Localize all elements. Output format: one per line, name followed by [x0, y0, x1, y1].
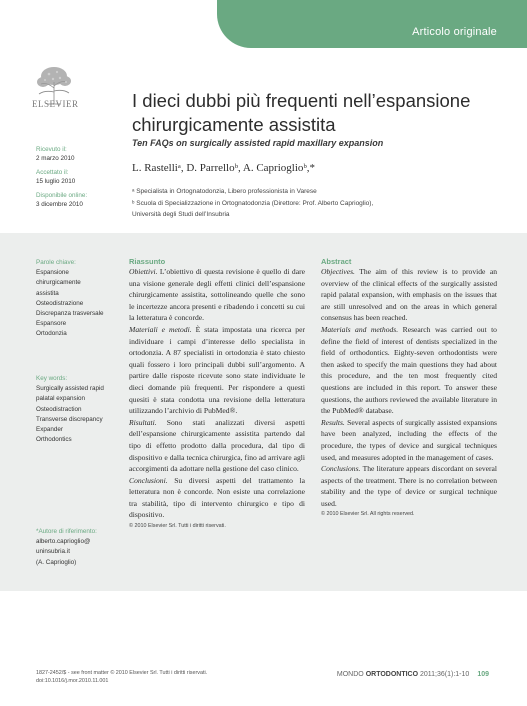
- correspondence-email-cont[interactable]: uninsubria.it: [36, 548, 70, 556]
- keywords-english: [36, 374, 104, 445]
- history-online: [36, 191, 87, 209]
- footer-citation: [337, 671, 489, 678]
- abstract-paragraph: [321, 417, 497, 463]
- keyword-item: Expander: [36, 426, 63, 434]
- article-authors: L. Rastelliᵃ, D. Parrelloᵇ, A. Caprioglioᵇ,*: [132, 162, 316, 174]
- accepted-date: 15 luglio 2010: [36, 178, 76, 185]
- riassunto-paragraph: [129, 475, 305, 521]
- page-number: 109: [477, 671, 489, 678]
- riassunto-text: Sono stati analizzati diversi aspetti dell’espansione chirurgicamente assistita partendo dal tipo di effetto prodotto dalla procedura, dal tipo di dispositivo e dalla tecnica chirurgica, fino ad arrivare agli accorgimenti da adottare nella gestione del caso clinico.: [129, 417, 305, 474]
- keyword-item: Discrepanza trasversale: [36, 310, 104, 318]
- keyword-item: assistita: [36, 289, 59, 297]
- riassunto-text: L’obiettivo di questa revisione è quello di dare una visione generale degli effetti clinici dell’espansione chirurgicamente assistita, sottolineando quelle che sono le incertezze ancora presenti e ribadendo i concetti su cui la letteratura è concorde.: [129, 267, 305, 323]
- keyword-item: Transverse discrepancy: [36, 415, 103, 423]
- footer-issn: [36, 669, 207, 686]
- online-date: 3 dicembre 2010: [36, 201, 83, 208]
- correspondence-name: (A. Caprioglio): [36, 558, 77, 566]
- article-title: I dieci dubbi più frequenti nell’espansione chirurgicamente assistita: [132, 90, 471, 135]
- riassunto-lead: Conclusioni.: [129, 475, 168, 485]
- elsevier-logo-text: ELSEVIER: [32, 99, 79, 109]
- footer-doi[interactable]: doi:10.1016/j.mor.2010.11.001: [36, 678, 109, 685]
- affiliation-a: ᵃ Specialista in Ortognatodonzia, Libero professionista in Varese: [132, 188, 317, 195]
- abstract-body: [321, 266, 497, 519]
- riassunto-body: [129, 266, 305, 531]
- abstract-heading: Abstract: [321, 257, 352, 266]
- keyword-item: Orthodontics: [36, 436, 72, 444]
- correspondence-email[interactable]: alberto.caprioglio@: [36, 538, 91, 546]
- keyword-item: palatal expansion: [36, 395, 86, 403]
- keyword-item: Espansore: [36, 320, 67, 328]
- abstract-paragraph: [321, 266, 497, 324]
- section-label: Articolo originale: [412, 26, 497, 38]
- riassunto-paragraph: [129, 324, 305, 417]
- keywords-italian-heading: Parole chiave:: [36, 259, 76, 266]
- abstract-text: Several aspects of surgically assisted expansions have been analyzed, including the effects of the procedure, the types of device and surgical techniques used, and measures adopted in the management of cases.: [321, 417, 497, 462]
- abstract-paragraph: [321, 463, 497, 509]
- affiliation-b-cont: Università degli Studi dell’Insubria: [132, 211, 230, 218]
- riassunto-paragraph: [129, 417, 305, 475]
- journal-volume: 2011;36(1):1-10: [418, 671, 470, 678]
- history-accepted: [36, 168, 75, 186]
- riassunto-paragraph: [129, 266, 305, 324]
- keywords-english-heading: Key words:: [36, 375, 68, 382]
- history-received: [36, 145, 75, 163]
- section-tab: [217, 0, 527, 48]
- abstract-lead: Results.: [321, 417, 345, 427]
- affiliation-b: ᵇ Scuola di Specializzazione in Ortognatodonzia (Direttore: Prof. Alberto Caprioglio),: [132, 200, 374, 207]
- journal-name: ORTODONTICO: [365, 671, 419, 678]
- abstract-paragraph: [321, 324, 497, 417]
- keyword-item: Ortodonzia: [36, 330, 67, 338]
- riassunto-heading: Riassunto: [129, 257, 166, 266]
- accepted-label: Accettato il:: [36, 169, 69, 176]
- keywords-italian: [36, 258, 104, 340]
- keyword-item: Osteodistrazione: [36, 299, 84, 307]
- journal-name-prefix: MONDO: [336, 671, 366, 678]
- riassunto-lead: Risultati.: [129, 417, 157, 427]
- received-date: 2 marzo 2010: [36, 155, 75, 162]
- correspondence-heading: *Autore di riferimento:: [36, 528, 97, 535]
- abstract-text: The aim of this review is to provide an overview of the clinical effects of the surgically assisted rapid palatal expansion, with emphasis on the issues that are still unresolved and on the areas in which general consensus has been reached.: [321, 267, 497, 323]
- abstract-lead: Conclusions.: [321, 464, 361, 474]
- online-label: Disponibile online:: [36, 192, 88, 199]
- keyword-item: chirurgicamente: [36, 279, 81, 287]
- abstract-lead: Objectives.: [321, 267, 355, 276]
- riassunto-lead: Materiali e metodi.: [129, 324, 192, 334]
- keyword-item: Espansione: [36, 269, 69, 277]
- received-label: Ricevuto il:: [36, 146, 67, 153]
- riassunto-text: Su diversi aspetti del trattamento la letteratura non è concorde. Non esiste una correlazione tra stabilità, tipo di intervento chirurgico e tipo di dispositivo.: [129, 475, 305, 520]
- keyword-item: Osteodistraction: [36, 405, 82, 413]
- abstract-text: Research was carried out to define the field of interest of dentists specialized in the field of orthodontics. Eighty-seven orthodontists were then asked to specify the main questions they had about this procedure, and the ten most frequently cited questions are included in this report. To answer these questions, the authors reviewed the available literature in the PubMed® database.: [321, 324, 497, 416]
- footer-front-matter: 1827-2452/$ - see front matter © 2010 Elsevier Srl. Tutti i diritti riservati.: [36, 670, 208, 676]
- keyword-item: Surgically assisted rapid: [36, 385, 104, 393]
- abstract-text: The literature appears discordant on several aspects of the treatment. There is no correlation between stability and the type of device or surgical technique used.: [321, 464, 497, 508]
- correspondence: [36, 527, 97, 568]
- abstract-lead: Materials and methods.: [321, 324, 399, 334]
- riassunto-lead: Obiettivi.: [129, 267, 158, 276]
- riassunto-text: È stata impostata una ricerca per individuare i campi d’interesse dello specialista in ortodonzia. A 87 specialisti in ortodonzia è stato chiesto quali fossero i loro principali dubbi sull’argomento. A partire dalle risposte ricevute sono state individuate le dieci domande più frequenti. Per rispondere a questi quesiti è stata condotta una revisione della letteratura utilizzando l’archivio di PubMed®.: [129, 324, 306, 416]
- article-subtitle: Ten FAQs on surgically assisted rapid maxillary expansion: [132, 138, 384, 148]
- abstract-copyright: © 2010 Elsevier Srl. All rights reserved.: [321, 511, 415, 518]
- riassunto-copyright: © 2010 Elsevier Srl. Tutti i diritti riservati.: [129, 523, 226, 530]
